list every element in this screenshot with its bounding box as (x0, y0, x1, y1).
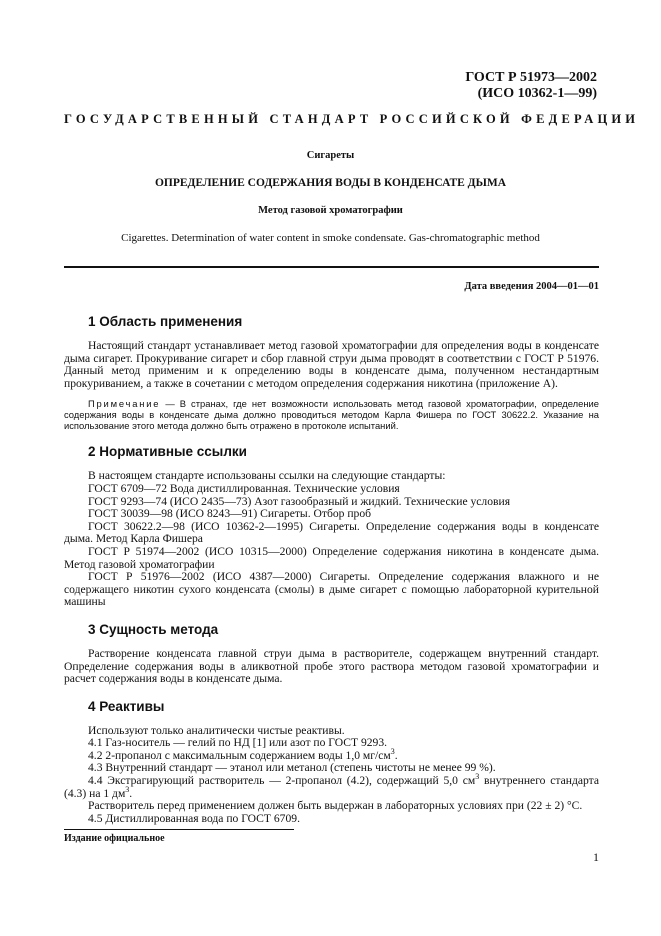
paragraph: Растворитель перед применением должен быть выдержан в лабораторных условиях при (22 ± 2) °С. (88, 799, 583, 813)
reagent-text: 4.4 Экстрагирующий растворитель — 2-пропанол (4.2), содержащий 5,0 см (88, 774, 476, 788)
section-heading: 1 Область применения (88, 314, 243, 329)
header-divider (64, 266, 599, 268)
reference-item: ГОСТ 6709—72 Вода дистиллированная. Технические условия (88, 481, 400, 495)
introduction-date: Дата введения 2004—01—01 (464, 281, 599, 292)
title-english: Cigarettes. Determination of water content in smoke condensate. Gas-chromatographic method (121, 232, 540, 244)
reagent-text-end: . (394, 748, 398, 762)
paragraph: Используют только аналитически чистые реактивы. (88, 723, 345, 737)
superscript: 3 (475, 772, 480, 782)
reference-item: ГОСТ 9293—74 (ИСО 2435—73) Азот газообразный и жидкий. Технические условия (88, 494, 511, 508)
reagent-item: 4.5 Дистиллированная вода по ГОСТ 6709. (88, 811, 300, 825)
section-reagents (64, 699, 599, 826)
reagent-item: 4.1 Газ-носитель — гелий по НД [1] или азот по ГОСТ 9293. (88, 736, 388, 750)
section-references (64, 444, 599, 609)
gost-number (465, 70, 597, 102)
gost-number-line2: (ИСО 10362-1—99) (477, 86, 597, 101)
reagent-text-end: . (129, 786, 133, 800)
superscript: 3 (390, 747, 395, 757)
section-heading: 2 Нормативные ссылки (88, 444, 247, 460)
title-method: Метод газовой хроматографии (258, 205, 403, 216)
reagent-item: 4.3 Внутренний стандарт — этанол или метанол (степень чистоты не менее 99 %). (88, 761, 496, 775)
reference-item: ГОСТ 30039—98 (ИСО 8243—91) Сигареты. Отбор проб (88, 507, 372, 521)
gost-number-line1: ГОСТ Р 51973—2002 (465, 70, 597, 85)
reference-item: ГОСТ Р 51974—2002 (ИСО 10315—2000) Определение содержания никотина в конденсате дыма. Метод газовой хроматографии (64, 544, 599, 571)
section-scope (64, 314, 599, 431)
reagent-item (64, 772, 599, 800)
paragraph: Растворение конденсата главной струи дыма в растворителе, содержащем внутренний стандарт. Определение содержания воды в аликвотной пробе этого раствора методом газовой хроматографии и расчет содержания воды в конденсате дыма. (64, 646, 599, 686)
edition-label: Издание официальное (64, 833, 165, 844)
document-body (64, 314, 599, 838)
note-text: — В странах, где нет возможности использовать метод газовой хроматографии, определение содержания воды в конденсате дыма должно проводиться методом Карла Фишера по ГОСТ 30622.2. Указание на использование этого метода должно быть отражено в протоколе испытаний. (64, 398, 599, 432)
section-heading: 3 Сущность метода (88, 621, 219, 637)
title-main: ОПРЕДЕЛЕНИЕ СОДЕРЖАНИЯ ВОДЫ В КОНДЕНСАТЕ ДЫМА (154, 177, 507, 189)
reagent-text: 4.2 2-пропанол с максимальным содержанием воды 1,0 мг/см (88, 748, 391, 762)
note (64, 398, 599, 431)
reference-item: ГОСТ Р 51976—2002 (ИСО 4387—2000) Сигареты. Определение содержания влажного и не содержащего никотин сухого конденсата (смолы) в дыме сигарет с помощью лабораторной курительной машины (64, 570, 599, 609)
paragraph: Настоящий стандарт устанавливает метод газовой хроматографии для определения воды в конденсате дыма сигарет. Прокуривание сигарет и сбор главной струи дыма проводят в соответствии с ГОСТ Р 51976. Данный метод применим и к определению воды в конденсате дыма, полученном нестандартным прокуриванием, а также в сочетании с методом определения содержания никотина (приложение А). (64, 339, 599, 390)
section-essence (64, 622, 599, 686)
page-number: 1 (593, 850, 599, 864)
state-standard-banner: ГОСУДАРСТВЕННЫЙ СТАНДАРТ РОССИЙСКОЙ ФЕДЕРАЦИИ (64, 112, 640, 126)
title-subject: Сигареты (306, 150, 355, 161)
superscript: 3 (125, 784, 130, 794)
footer-divider (64, 829, 294, 830)
note-label: Примечание (88, 398, 161, 410)
reference-item: ГОСТ 30622.2—98 (ИСО 10362-2—1995) Сигареты. Определение содержания воды в конденсате дыма. Метод Карла Фишера (64, 519, 599, 546)
reagent-text-cont: внутреннего стандарта (4.3) на 1 дм (64, 774, 599, 800)
paragraph: В настоящем стандарте использованы ссылки на следующие стандарты: (88, 469, 446, 483)
section-heading: 4 Реактивы (88, 698, 165, 714)
